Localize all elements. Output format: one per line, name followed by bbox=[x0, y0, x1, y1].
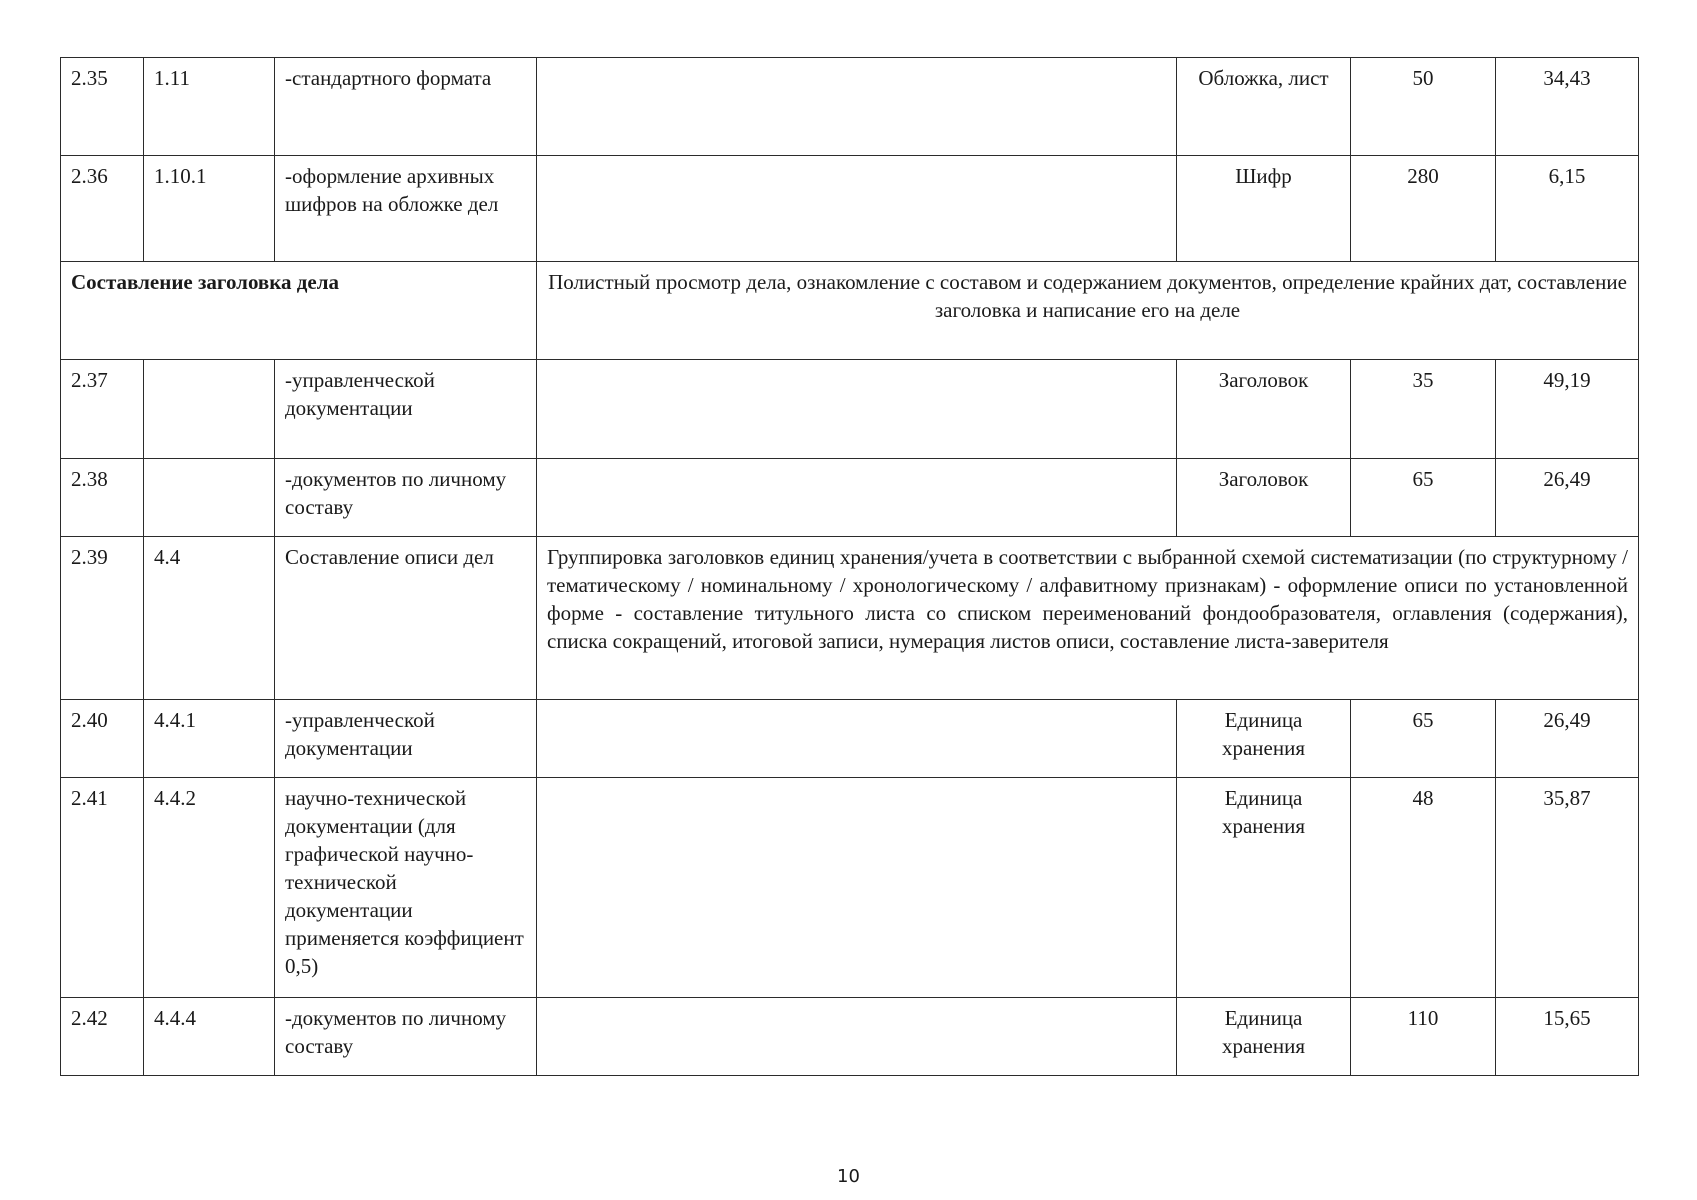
row-norm: 65 bbox=[1351, 700, 1496, 778]
row-number: 2.42 bbox=[61, 998, 144, 1076]
table-row bbox=[61, 700, 1639, 778]
row-norm: 50 bbox=[1351, 58, 1496, 156]
row-time: 34,43 bbox=[1496, 58, 1639, 156]
row-norm: 65 bbox=[1351, 459, 1496, 537]
row-norm: 280 bbox=[1351, 156, 1496, 262]
row-description bbox=[537, 459, 1177, 537]
table-row bbox=[61, 998, 1639, 1076]
row-unit: Заголовок bbox=[1177, 459, 1351, 537]
row-unit: Единица хранения bbox=[1177, 998, 1351, 1076]
table-row bbox=[61, 459, 1639, 537]
row-number: 2.37 bbox=[61, 360, 144, 459]
table-row bbox=[61, 156, 1639, 262]
row-description bbox=[537, 156, 1177, 262]
row-name: -документов по личному составу bbox=[275, 459, 537, 537]
row-name: Составление описи дел bbox=[275, 537, 537, 700]
row-code: 4.4.1 bbox=[144, 700, 275, 778]
table-row bbox=[61, 778, 1639, 998]
section-row bbox=[61, 262, 1639, 360]
table-row bbox=[61, 537, 1639, 700]
row-number: 2.39 bbox=[61, 537, 144, 700]
table-body bbox=[61, 58, 1639, 1076]
page-number: 10 bbox=[837, 1166, 860, 1187]
row-description bbox=[537, 778, 1177, 998]
row-description bbox=[537, 360, 1177, 459]
row-name: -документов по личному составу bbox=[275, 998, 537, 1076]
row-code: 4.4.2 bbox=[144, 778, 275, 998]
table-row bbox=[61, 58, 1639, 156]
row-unit: Шифр bbox=[1177, 156, 1351, 262]
row-description: Группировка заголовков единиц хранения/учета в соответствии с выбранной схемой систематизации (по структурному / тематическому / номинальному / хронологическому / алфавитному признакам) - оформление описи по установленной форме - составление титульного листа со списком переименований фондообразователя, оглавления (содержания), списка сокращений, итоговой записи, нумерация листов описи, составление листа-заверителя bbox=[537, 537, 1639, 700]
row-norm: 48 bbox=[1351, 778, 1496, 998]
row-number: 2.36 bbox=[61, 156, 144, 262]
table-row bbox=[61, 360, 1639, 459]
row-code: 1.10.1 bbox=[144, 156, 275, 262]
row-name: научно-технической документации (для графической научно-технической документации применяется коэффициент 0,5) bbox=[275, 778, 537, 998]
row-name: -оформление архивных шифров на обложке дел bbox=[275, 156, 537, 262]
row-code: 1.11 bbox=[144, 58, 275, 156]
row-time: 6,15 bbox=[1496, 156, 1639, 262]
row-number: 2.38 bbox=[61, 459, 144, 537]
row-time: 26,49 bbox=[1496, 700, 1639, 778]
row-name: -управленческой документации bbox=[275, 700, 537, 778]
row-unit: Заголовок bbox=[1177, 360, 1351, 459]
row-number: 2.40 bbox=[61, 700, 144, 778]
row-description bbox=[537, 998, 1177, 1076]
section-description: Полистный просмотр дела, ознакомление с составом и содержанием документов, определение крайних дат, составление заголовка и написание его на деле bbox=[537, 262, 1639, 360]
row-unit: Единица хранения bbox=[1177, 778, 1351, 998]
norms-table bbox=[60, 57, 1639, 1076]
row-description bbox=[537, 700, 1177, 778]
row-time: 15,65 bbox=[1496, 998, 1639, 1076]
row-time: 49,19 bbox=[1496, 360, 1639, 459]
row-time: 26,49 bbox=[1496, 459, 1639, 537]
row-norm: 35 bbox=[1351, 360, 1496, 459]
row-code: 4.4.4 bbox=[144, 998, 275, 1076]
row-description bbox=[537, 58, 1177, 156]
row-number: 2.41 bbox=[61, 778, 144, 998]
row-name: -управленческой документации bbox=[275, 360, 537, 459]
row-time: 35,87 bbox=[1496, 778, 1639, 998]
row-unit: Обложка, лист bbox=[1177, 58, 1351, 156]
row-name: -стандартного формата bbox=[275, 58, 537, 156]
row-number: 2.35 bbox=[61, 58, 144, 156]
row-code bbox=[144, 360, 275, 459]
section-title: Составление заголовка дела bbox=[61, 262, 537, 360]
row-unit: Единица хранения bbox=[1177, 700, 1351, 778]
row-norm: 110 bbox=[1351, 998, 1496, 1076]
row-code bbox=[144, 459, 275, 537]
row-code: 4.4 bbox=[144, 537, 275, 700]
